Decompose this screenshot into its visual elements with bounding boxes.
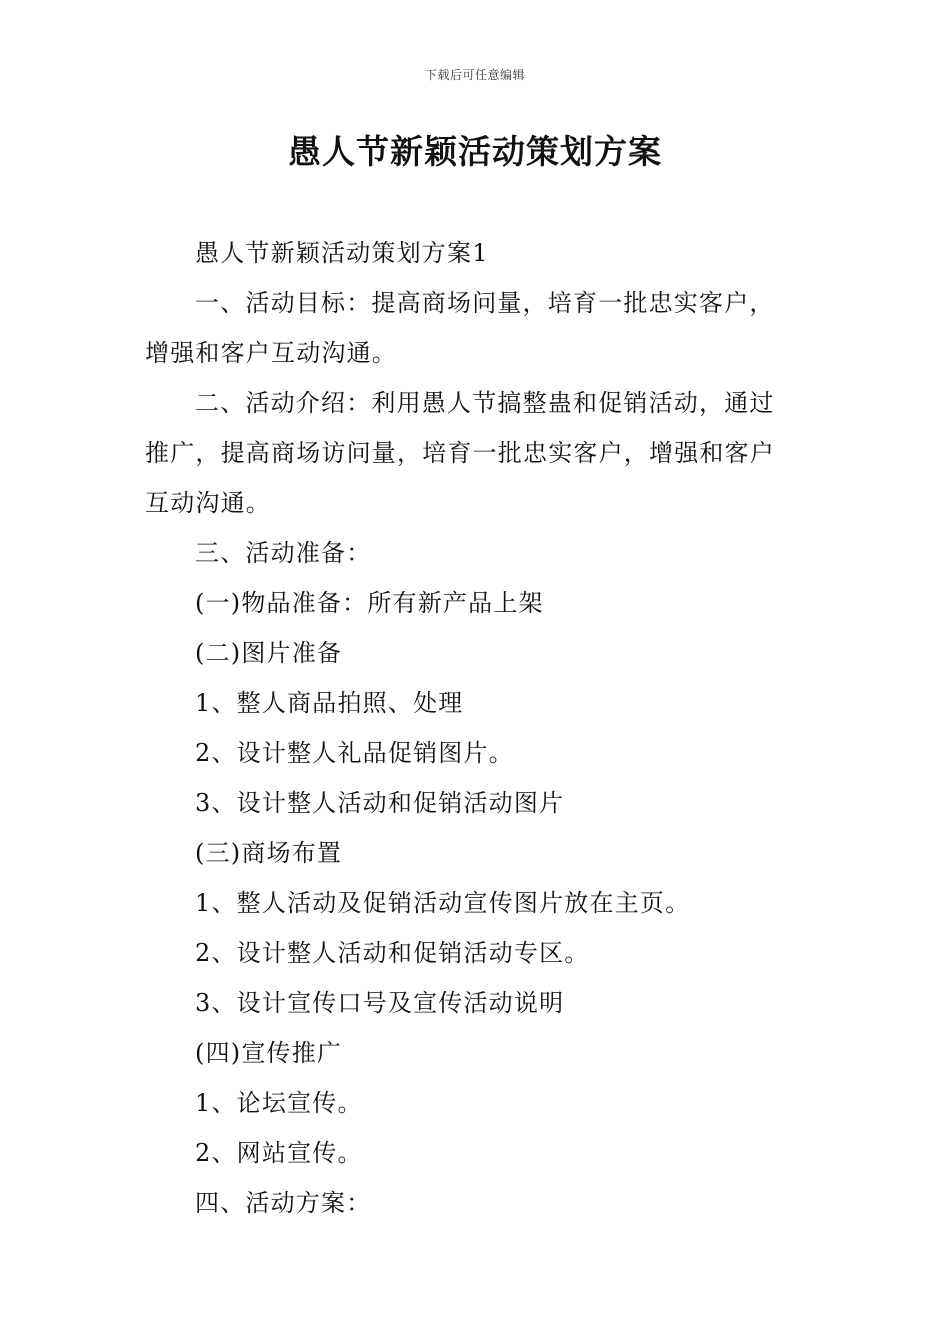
- paragraph: [145, 1128, 809, 1178]
- paragraph-line: 互动沟通。: [145, 489, 271, 517]
- paragraph-line: 2、网站宣传。: [195, 1139, 363, 1167]
- document-title: 愚人节新颖活动策划方案: [288, 132, 662, 171]
- paragraph: [145, 628, 809, 678]
- paragraph-line: (一)物品准备：所有新产品上架: [195, 589, 544, 617]
- paragraph-line: 3、设计整人活动和促销活动图片: [195, 789, 565, 817]
- paragraph: [145, 378, 809, 528]
- paragraph: [145, 928, 809, 978]
- paragraph-line: (三)商场布置: [195, 839, 343, 867]
- paragraph-line: 一、活动目标：提高商场问量，培育一批忠实客户，: [195, 289, 775, 317]
- paragraph-line: 2、设计整人礼品促销图片。: [195, 739, 514, 767]
- paragraph-line: 二、活动介绍：利用愚人节搞整蛊和促销活动，通过: [195, 389, 775, 417]
- paragraph: [145, 728, 809, 778]
- paragraph: [145, 278, 809, 378]
- paragraph-line: 推广，提高商场访问量，培育一批忠实客户，增强和客户: [145, 439, 775, 467]
- paragraph-line: 3、设计宣传口号及宣传活动说明: [195, 989, 565, 1017]
- paragraph-line: (四)宣传推广: [195, 1039, 343, 1067]
- paragraph-line: 增强和客户互动沟通。: [145, 339, 397, 367]
- document-body: [145, 228, 809, 1228]
- paragraph: [145, 828, 809, 878]
- paragraph-line: 1、论坛宣传。: [195, 1089, 363, 1117]
- paragraph-line: (二)图片准备: [195, 639, 343, 667]
- paragraph: [145, 878, 809, 928]
- paragraph: [145, 578, 809, 628]
- paragraph-line: 1、整人商品拍照、处理: [195, 689, 464, 717]
- paragraph-line: 三、活动准备：: [195, 539, 372, 567]
- paragraph: [145, 528, 809, 578]
- paragraph-line: 2、设计整人活动和促销活动专区。: [195, 939, 590, 967]
- paragraph: [145, 1028, 809, 1078]
- paragraph-line: 1、整人活动及促销活动宣传图片放在主页。: [195, 889, 691, 917]
- paragraph: [145, 778, 809, 828]
- paragraph: [145, 1178, 809, 1228]
- paragraph: [145, 978, 809, 1028]
- paragraph-line: 愚人节新颖活动策划方案1: [195, 239, 489, 267]
- header-note: 下载后可任意编辑: [424, 68, 525, 82]
- paragraph-line: 四、活动方案：: [195, 1189, 372, 1217]
- paragraph: [145, 1078, 809, 1128]
- paragraph: [145, 228, 809, 278]
- paragraph: [145, 678, 809, 728]
